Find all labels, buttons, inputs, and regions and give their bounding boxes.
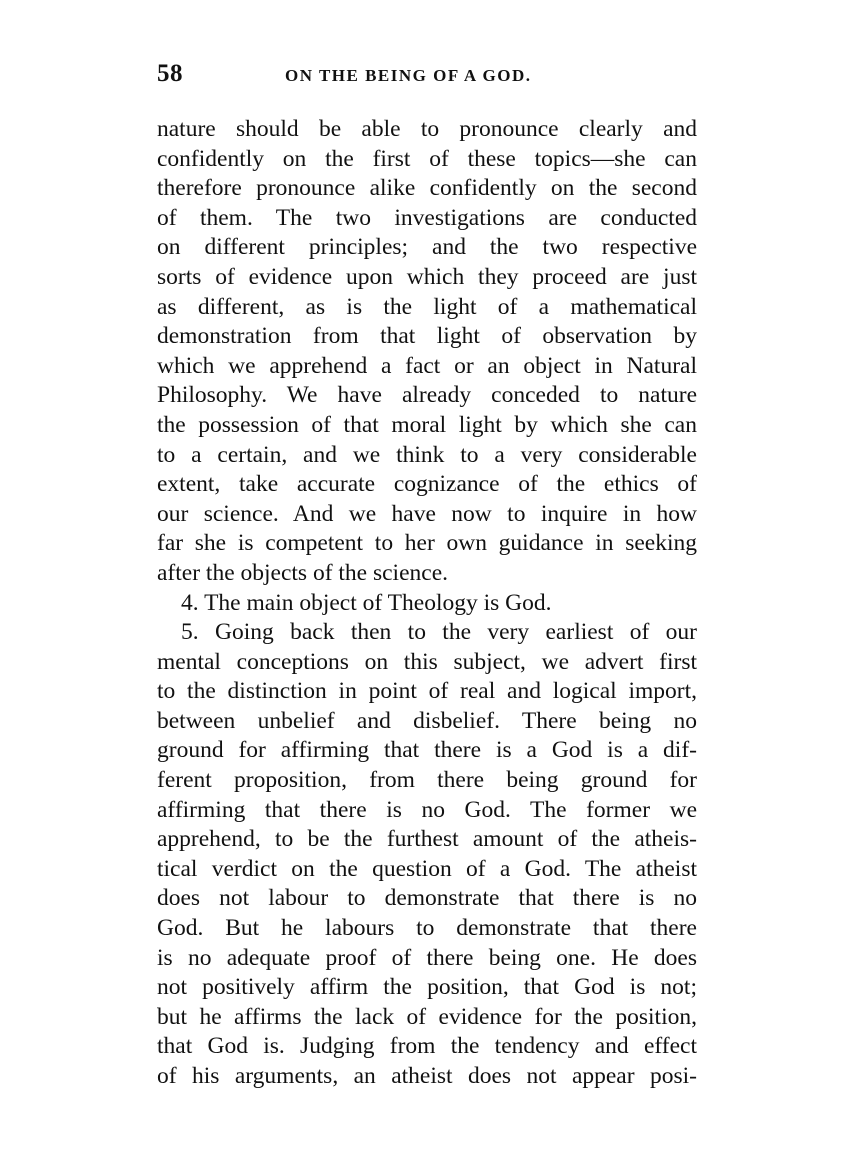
text-line: as different, as is the light of a mathematical [157,293,697,320]
text-line: nature should be able to pronounce clearly and [157,116,697,142]
text-line: after the objects of the science. [157,559,448,586]
body-text [157,115,697,1092]
text-line: of his arguments, an atheist does not appear posi- [157,1063,697,1089]
text-line: our science. And we have now to inquire in how [157,500,697,527]
text-line: apprehend, to be the furthest amount of the atheis- [157,826,697,853]
text-line: confidently on the first of these topics—she can [157,145,697,172]
text-line: to the distinction in point of real and logical import, [157,678,697,705]
text-line: of them. The two investigations are conducted [157,204,697,231]
text-line: on different principles; and the two respective [157,234,697,261]
text-line: God. But he labours to demonstrate that there [157,915,697,942]
text-line: extent, take accurate cognizance of the ethics of [157,471,697,498]
text-line: affirming that there is no God. The former we [157,796,697,823]
text-line: is no adequate proof of there being one. He does [157,944,697,971]
text-line: the possession of that moral light by which she can [157,411,697,438]
text-line: therefore pronounce alike confidently on the second [157,175,697,202]
text-line: ferent proposition, from there being ground for [157,767,697,794]
text-line: sorts of evidence upon which they proceed are just [157,263,697,290]
text-line: 4. The main object of Theology is God. [181,589,552,616]
text-line: Philosophy. We have already conceded to nature [157,382,697,409]
text-line: tical verdict on the question of a God. The atheist [157,855,697,882]
text-line: that God is. Judging from the tendency and effect [157,1033,697,1060]
running-head [157,60,697,94]
text-line: does not labour to demonstrate that there is no [157,885,697,912]
running-head-title: ON THE BEING OF A GOD. [285,66,532,85]
text-line: not positively affirm the position, that God is not; [157,974,697,1001]
text-line: but he affirms the lack of evidence for the position, [157,1003,697,1030]
text-line: mental conceptions on this subject, we advert first [157,648,697,675]
page-number: 58 [157,60,183,87]
text-line: 5. Going back then to the very earliest of our [181,619,697,646]
text-line: between unbelief and disbelief. There being no [157,707,697,734]
text-line: which we apprehend a fact or an object in Natural [157,352,697,379]
text-line: far she is competent to her own guidance in seeking [157,530,697,557]
text-line: ground for affirming that there is a God is a dif- [157,737,697,764]
text-line: demonstration from that light of observation by [157,323,697,350]
text-line: to a certain, and we think to a very considerable [157,441,697,468]
